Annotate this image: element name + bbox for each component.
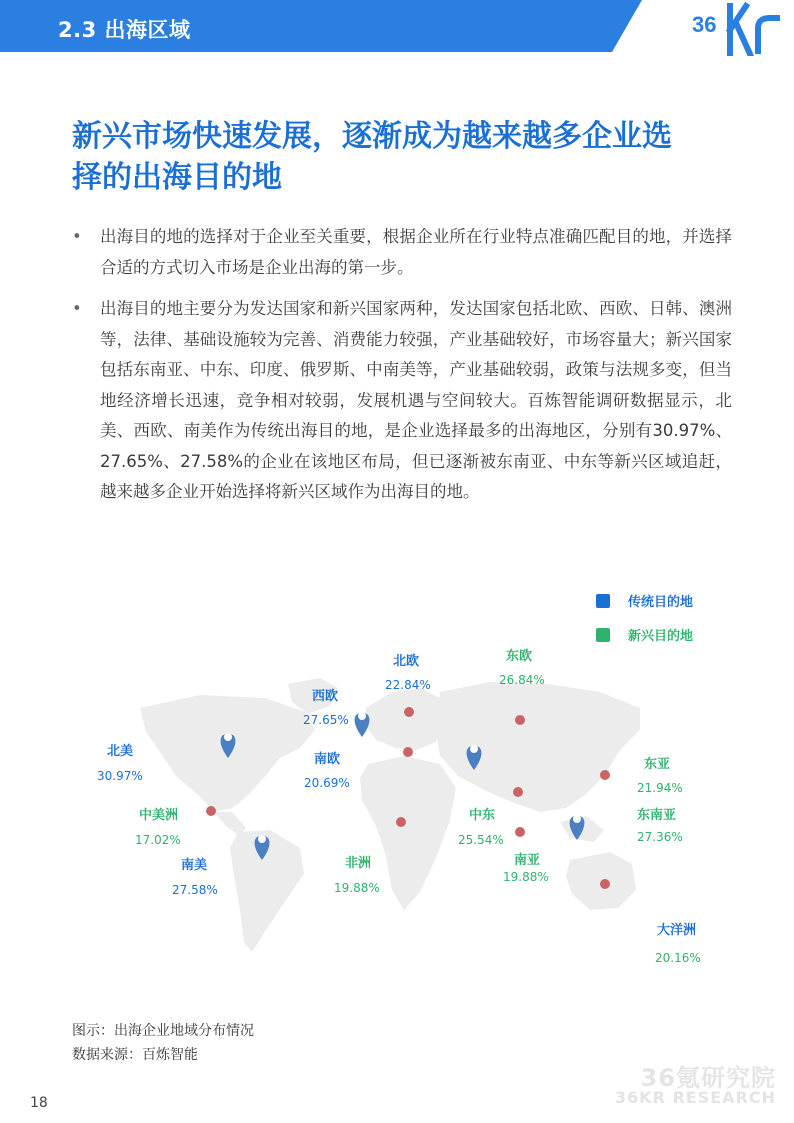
headline	[72, 116, 732, 198]
region-value-africa: 19.88%	[334, 881, 380, 895]
dot-east-europe	[515, 715, 525, 725]
region-value-south-america: 27.58%	[172, 883, 218, 897]
bullet-text: 出海目的地的选择对于企业至关重要，根据企业所在行业特点准确匹配目的地，并选择合适的方式切入市场是企业出海的第一步。	[100, 227, 732, 277]
continents	[140, 678, 640, 952]
region-label-east-europe: 东欧	[506, 649, 533, 664]
headline-line-1: 新兴市场快速发展，逐渐成为越来越多企业选	[72, 119, 672, 154]
dot-south-asia	[515, 827, 525, 837]
dot-east-asia	[600, 770, 610, 780]
world-map-figure	[0, 580, 794, 1000]
dot-north-europe	[404, 707, 414, 717]
region-label-middle-east: 中东	[469, 808, 496, 823]
watermark-en: 36KR RESEARCH	[614, 1088, 776, 1107]
bullet-list	[72, 222, 732, 519]
continent-asia	[436, 682, 640, 812]
logo-36kr	[690, 0, 790, 56]
headline-line-2: 择的出海目的地	[72, 160, 282, 195]
dot-south-europe	[403, 747, 413, 757]
region-value-east-europe: 26.84%	[499, 673, 545, 687]
region-label-southeast-asia: 东南亚	[637, 808, 677, 823]
region-value-south-europe: 20.69%	[304, 776, 350, 790]
bullet-item	[72, 222, 732, 283]
region-value-southeast-asia: 27.36%	[637, 830, 683, 844]
legend-traditional-swatch	[596, 594, 610, 608]
region-value-central-america: 17.02%	[135, 833, 181, 847]
continent-europe	[366, 688, 444, 750]
page-number: 18	[30, 1095, 48, 1111]
dot-central-america	[206, 806, 216, 816]
region-value-north-america: 30.97%	[97, 769, 143, 783]
dot-oceania	[600, 879, 610, 889]
region-value-north-europe: 22.84%	[385, 678, 431, 692]
region-value-middle-east: 25.54%	[458, 833, 504, 847]
watermark-cn: 36氪研究院	[640, 1064, 776, 1092]
region-label-oceania: 大洋洲	[657, 923, 697, 938]
bullet-text: 出海目的地主要分为发达国家和新兴国家两种，发达国家包括北欧、西欧、日韩、澳洲等，法律、基础设施较为完善、消费能力较强，产业基础较好，市场容量大；新兴国家包括东南亚、中东、印度、俄罗斯、中南美等，产业基础较弱，政策与法规多变，但当地经济增长迅速，竞争相对较弱，发展机遇与空间较大。百炼智能调研数据显示，北美、西欧、南美作为传统出海目的地，是企业选择最多的出海地区，分别有30.97%、27.65%、27.58%的企业在该地区布局，但已逐渐被东南亚、中东等新兴区域追赶，越来越多企业开始选择将新兴区域作为出海目的地。	[100, 299, 732, 501]
region-label-south-asia: 南亚	[514, 853, 541, 868]
region-label-central-america: 中美洲	[139, 808, 179, 823]
bullet-marker: •	[72, 227, 82, 246]
region-label-africa: 非洲	[345, 856, 372, 871]
region-label-south-america: 南美	[181, 858, 208, 873]
legend-traditional-label: 传统目的地	[628, 595, 694, 610]
dot-middle-east	[513, 787, 523, 797]
bullet-item	[72, 294, 732, 508]
section-title: 2.3 出海区域	[58, 18, 191, 42]
dot-africa	[396, 817, 406, 827]
region-label-west-europe: 西欧	[312, 689, 339, 704]
region-label-east-asia: 东亚	[644, 757, 671, 772]
figure-caption	[72, 1019, 254, 1067]
region-label-south-europe: 南欧	[314, 752, 341, 767]
legend-emerging-swatch	[596, 628, 610, 642]
logo-36-text: 36	[692, 12, 717, 37]
region-label-north-europe: 北欧	[393, 654, 420, 669]
region-value-east-asia: 21.94%	[637, 781, 683, 795]
region-label-north-america: 北美	[107, 744, 134, 759]
region-value-south-asia: 19.88%	[503, 870, 549, 884]
bullet-marker: •	[72, 299, 82, 318]
region-value-oceania: 20.16%	[655, 951, 701, 965]
region-value-west-europe: 27.65%	[303, 713, 349, 727]
pin-west-europe	[355, 712, 370, 737]
legend-emerging-label: 新兴目的地	[628, 629, 694, 644]
caption-source: 数据来源：百炼智能	[72, 1047, 198, 1063]
caption-figure: 图示：出海企业地域分布情况	[72, 1023, 254, 1039]
